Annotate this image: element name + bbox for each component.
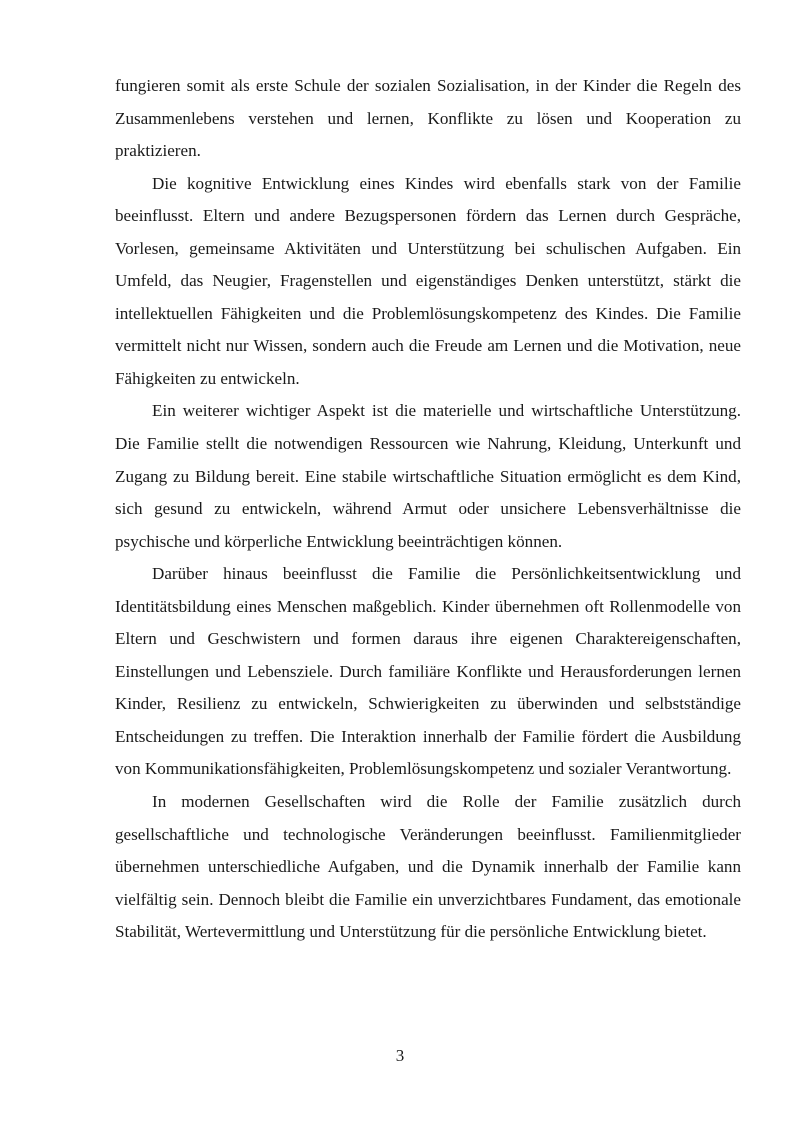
paragraph-modern-societies: In modernen Gesellschaften wird die Rolle der Familie zusätzlich durch gesellschaftliche und technologische Veränderungen beeinflusst. Familienmitglieder übernehmen unterschiedliche Aufgaben, und die Dynamik innerhalb der Familie kann vielfältig sein. Dennoch bleibt die Familie ein unverzichtbares Fundament, das emotionale Stabilität, Wertevermittlung und Unterstützung für die persönliche Entwicklung bietet.: [115, 792, 741, 942]
paragraph-material-support: Ein weiterer wichtiger Aspekt ist die materielle und wirtschaftliche Unterstützung. Die Familie stellt die notwendigen Ressourcen wie Nahrung, Kleidung, Unterkunft und Zugang zu Bildung bereit. Eine stabile wirtschaftliche Situation ermöglicht es dem Kind, sich gesund zu entwickeln, während Armut oder unsichere Lebensverhältnisse die psychische und körperliche Entwicklung beeinträchtigen können.: [115, 401, 741, 551]
paragraph-cognitive-development: Die kognitive Entwicklung eines Kindes wird ebenfalls stark von der Familie beeinflusst. Eltern und andere Bezugspersonen fördern das Lernen durch Gespräche, Vorlesen, gemeinsame Aktivitäten und Unterstützung bei schulischen Aufgaben. Ein Umfeld, das Neugier, Fragenstellen und eigenständiges Denken unterstützt, stärkt die intellektuellen Fähigkeiten und die Problemlösungskompetenz des Kindes. Die Familie vermittelt nicht nur Wissen, sondern auch die Freude am Lernen und die Motivation, neue Fähigkeiten zu entwickeln.: [115, 173, 741, 388]
document-page: [115, 70, 741, 949]
paragraph-personality-development: Darüber hinaus beeinflusst die Familie die Persönlichkeitsentwicklung und Identitätsbildung eines Menschen maßgeblich. Kinder übernehmen oft Rollenmodelle von Eltern und Geschwistern und formen daraus ihre eigenen Charaktereigenschaften, Einstellungen und Lebensziele. Durch familiäre Konflikte und Herausforderungen lernen Kinder, Resilienz zu entwickeln, Schwierigkeiten zu überwinden und selbstständige Entscheidungen zu treffen. Die Interaktion innerhalb der Familie fördert die Ausbildung von Kommunikationsfähigkeiten, Problemlösungskompetenz und sozialer Verantwortung.: [115, 564, 741, 779]
paragraph-continuation: fungieren somit als erste Schule der sozialen Sozialisation, in der Kinder die Regeln des Zusammenlebens verstehen und lernen, Konflikte zu lösen und Kooperation zu praktizieren.: [115, 76, 741, 161]
page-number: 3: [395, 1046, 405, 1065]
